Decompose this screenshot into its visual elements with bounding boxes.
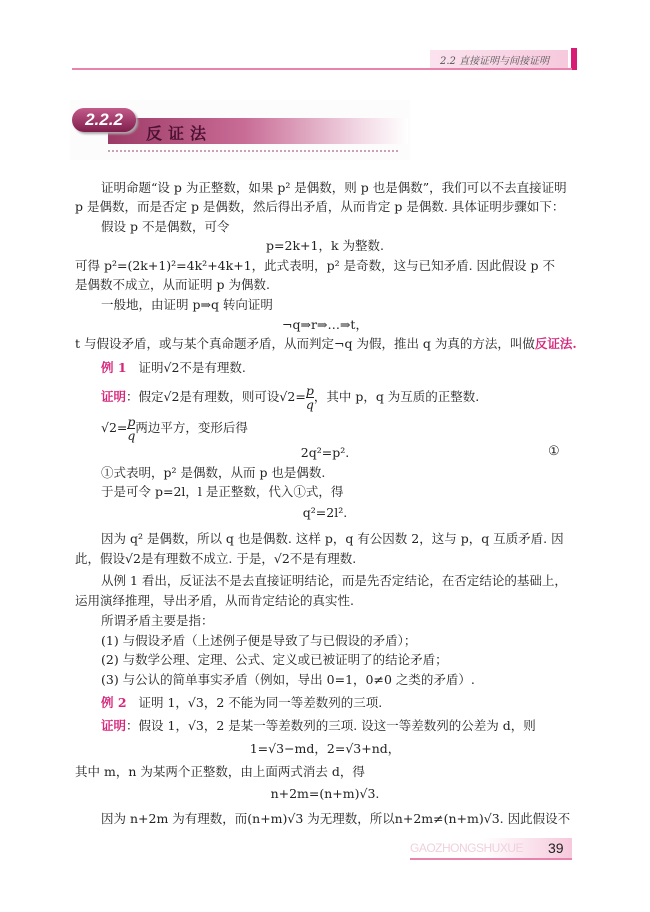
equation: q²=2l². xyxy=(302,505,348,520)
numerator: p xyxy=(127,414,136,429)
text-line: 假设 p 不是偶数，可令 xyxy=(101,219,230,234)
text-line: 运用演绎推理，导出矛盾，从而肯定结论的真实性. xyxy=(75,593,354,608)
example-label: 例 2 xyxy=(101,695,127,710)
text-line: 所谓矛盾主要是指： xyxy=(101,613,214,628)
section-title: 反证法 xyxy=(146,124,213,143)
proof-label: 证明 xyxy=(101,389,127,404)
equation: p=2k+1，k 为整数. xyxy=(266,238,384,253)
denominator: q xyxy=(305,397,314,412)
footer-logo: GAOZHONGSHUXUE xyxy=(410,841,524,855)
equation: ¬q⇒r⇒…⇒t， xyxy=(282,317,368,332)
proof-text: ，其中 p，q 为互质的正整数. xyxy=(313,389,480,404)
example-1 xyxy=(101,360,246,376)
equation-number: ① xyxy=(548,444,560,459)
text-line: p 是偶数，而是否定 p 是偶数，然后得出矛盾，从而肯定 p 是偶数. 具体证明步骤如下： xyxy=(75,199,565,214)
running-header: 2.2 直接证明与间接证明 xyxy=(440,56,550,67)
text-line: 一般地，由证明 p⇒q 转向证明 xyxy=(101,297,273,312)
math-text: √2= xyxy=(101,420,128,435)
definition-text: t 与假设矛盾，或与某个真命题矛盾，从而判定¬q 为假，推出 q 为真的方法，叫做 xyxy=(75,336,535,351)
header-rule xyxy=(72,68,572,70)
text-line: 从例 1 看出，反证法不是去直接证明结论，而是先否定结论，在否定结论的基础上， xyxy=(101,573,567,588)
text-line: 是偶数不成立，从而证明 p 为偶数. xyxy=(75,277,270,292)
equation: n+2m=(n+m)√3. xyxy=(270,786,380,801)
fraction xyxy=(306,384,314,411)
proof-label: 证明 xyxy=(101,718,127,733)
text-line: 可得 p²=(2k+1)²=4k²+4k+1，此式表明，p² 是奇数，这与已知矛盾. 因此假设 p 不 xyxy=(75,258,555,273)
example-text: 证明√2不是有理数. xyxy=(138,360,246,375)
text-line xyxy=(101,415,248,442)
example-2 xyxy=(101,695,382,711)
proof-1 xyxy=(101,384,479,411)
proof-text: ：假定√2是有理数，则可设√2= xyxy=(126,389,306,404)
list-item: (3) 与公认的简单事实矛盾（例如，导出 0=1，0≠0 之类的矛盾）. xyxy=(101,672,475,687)
list-item: (1) 与假设矛盾（上述例子便是导致了与已假设的矛盾）； xyxy=(101,633,417,648)
proof-2 xyxy=(101,718,536,734)
section-number: 2.2.2 xyxy=(72,108,136,132)
text-line: ①式表明，p² 是偶数，从而 p 也是偶数. xyxy=(101,465,326,480)
example-text: 证明 1，√3，2 不能为同一等差数列的三项. xyxy=(138,695,383,710)
term-highlight: 反证法. xyxy=(534,336,577,351)
text-line xyxy=(75,336,577,352)
footer-rule xyxy=(410,858,572,860)
equation: 2q²=p². xyxy=(300,445,350,460)
list-item: (2) 与数学公理、定理、公式、定义或已被证明了的结论矛盾； xyxy=(101,652,448,667)
text-line: 于是可令 p=2l，l 是正整数，代入①式，得 xyxy=(101,484,344,499)
proof-text: ：假设 1，√3，2 是某一等差数列的三项. 设这一等差数列的公差为 d，则 xyxy=(126,718,536,733)
text-line: 此，假设√2是有理数不成立. 于是，√2不是有理数. xyxy=(75,551,357,566)
text: 两边平方，变形后得 xyxy=(135,420,248,435)
text-line: 证明命题“设 p 为正整数，如果 p² 是偶数，则 p 也是偶数”，我们可以不去直接证明 xyxy=(101,180,567,195)
numerator: p xyxy=(305,383,314,398)
example-label: 例 1 xyxy=(101,360,127,375)
text-line: 因为 n+2m 为有理数，而(n+m)√3 为无理数，所以n+2m≠(n+m)√3. 因此假设不 xyxy=(101,811,571,826)
equation: 1=√3−md，2=√3+nd， xyxy=(249,741,401,756)
dotted-divider xyxy=(108,150,398,152)
denominator: q xyxy=(127,428,136,443)
header-marker xyxy=(571,48,577,70)
text-line: 其中 m，n 为某两个正整数，由上面两式消去 d，得 xyxy=(75,764,365,779)
text-line: 因为 q² 是偶数，所以 q 也是偶数. 这样 p，q 有公因数 2，这与 p，q 互质矛盾. 因 xyxy=(101,531,564,546)
page-number: 39 xyxy=(548,840,564,856)
